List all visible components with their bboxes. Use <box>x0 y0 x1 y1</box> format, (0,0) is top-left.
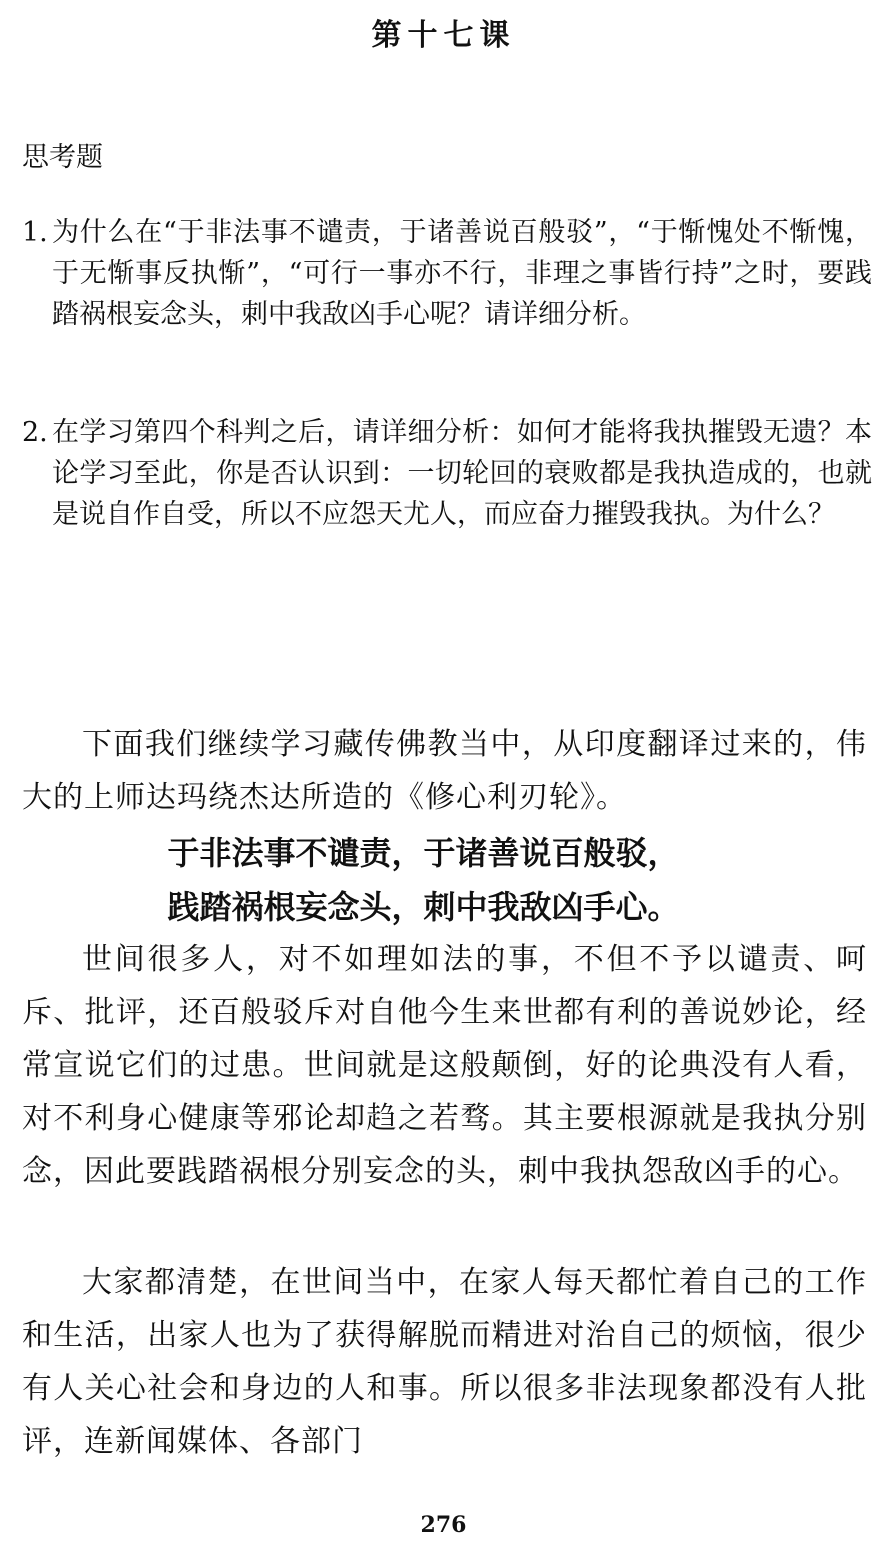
intro-paragraph: 下面我们继续学习藏传佛教当中，从印度翻译过来的，伟大的上师达玛绕杰达所造的《修心利刃轮》。 <box>22 727 867 815</box>
verse-line: 践踏祸根妄念头，刺中我敌凶手心。 <box>167 888 680 926</box>
body-paragraph: 大家都清楚，在世间当中，在家人每天都忙着自己的工作和生活，出家人也为了获得解脱而精进对治自己的烦恼，很少有人关心社会和身边的人和事。所以很多非法现象都没有人批评，连新闻媒体、各部门 <box>22 1265 867 1459</box>
question-number: 1. <box>22 217 48 248</box>
question-text: 在学习第四个科判之后，请详细分析：如何才能将我执摧毁无遗？本论学习至此，你是否认识到：一切轮回的衰败都是我执造成的，也就是说自作自受，所以不应怨天尤人，而应奋力摧毁我执。为什么？ <box>52 417 872 530</box>
section-heading: 思考题 <box>22 142 103 173</box>
question-item <box>22 212 872 335</box>
lesson-title: 第十七课 <box>371 18 516 53</box>
question-item <box>22 412 872 535</box>
question-number: 2. <box>22 417 48 448</box>
question-text: 为什么在“于非法事不谴责，于诸善说百般驳”，“于惭愧处不惭愧，于无惭事反执惭”，“可行一事亦不行，非理之事皆行持”之时，要践踏祸根妄念头，刺中我敌凶手心呢？请详细分析。 <box>52 217 872 330</box>
verse-line: 于非法事不谴责，于诸善说百般驳， <box>167 834 680 872</box>
body-paragraph: 世间很多人，对不如理如法的事，不但不予以谴责、呵斥、批评，还百般驳斥对自他今生来世都有利的善说妙论，经常宣说它们的过患。世间就是这般颠倒，好的论典没有人看，对不利身心健康等邪论却趋之若骛。其主要根源就是我执分别念，因此要践踏祸根分别妄念的头，刺中我执怨敌凶手的心。 <box>22 942 867 1189</box>
page-number: 276 <box>420 1512 467 1538</box>
